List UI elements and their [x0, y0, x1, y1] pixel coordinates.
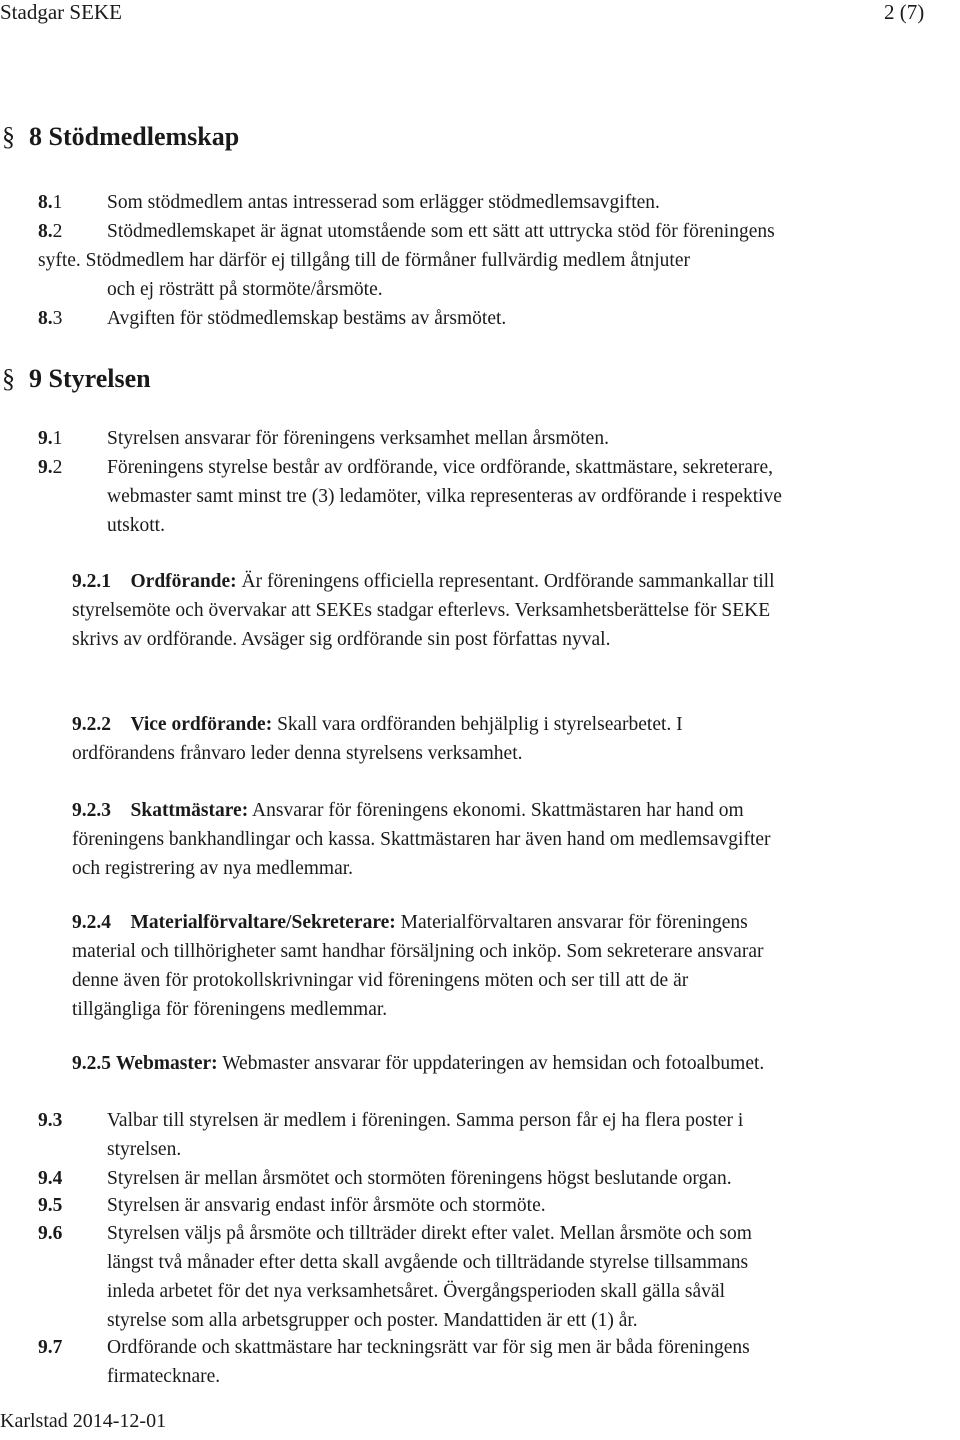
- section-8-heading: [2, 122, 239, 152]
- item-8-3-text: Avgiften för stödmedlemskap bestäms av årsmötet.: [107, 308, 507, 329]
- item-9-4-text: Styrelsen är mellan årsmötet och stormöten föreningens högst beslutande organ.: [107, 1168, 732, 1189]
- item-number: 9.3: [38, 1110, 63, 1131]
- item-number: 9.4: [38, 1168, 63, 1189]
- item-9-2-text: Föreningens styrelse består av ordförande, vice ordförande, skattmästare, sekreterare, webmaster samt minst tre (3) ledamöter, vilka representeras av ordförande i respektive utskott.: [107, 457, 782, 536]
- page-number: 2 (7): [884, 0, 925, 24]
- role-ordforande: 9.2.1 Ordförande: Är föreningens officiella representant. Ordförande sammankallar till styrelsemöte och övervakar att SEKEs stadgar efterlevs. Verksamhetsberättelse för SEKE skrivs av ordförande. Avsäger sig ordförande sin post författas nyval.: [72, 571, 775, 650]
- item-number: 9.2: [38, 457, 63, 478]
- item-9-5-text: Styrelsen är ansvarig endast inför årsmöte och stormöte.: [107, 1195, 546, 1216]
- item-number: 8.3: [38, 308, 63, 329]
- header-title: Stadgar SEKE: [0, 0, 122, 24]
- section-9-title: 9 Styrelsen: [29, 364, 151, 393]
- role-skattmastare: 9.2.3 Skattmästare: Ansvarar för föreningens ekonomi. Skattmästaren har hand om föreningens bankhandlingar och kassa. Skattmästaren har även hand om medlemsavgifter och registrering av nya medlemmar.: [72, 800, 771, 879]
- section-9-heading: [2, 364, 151, 394]
- role-vice-ordforande: 9.2.2 Vice ordförande: Skall vara ordföranden behjälplig i styrelsearbetet. I ordförandens frånvaro leder denna styrelsens verksamhet.: [72, 714, 683, 764]
- item-9-7-text: Ordförande och skattmästare har teckningsrätt var för sig men är båda föreningens firmatecknare.: [107, 1337, 750, 1387]
- item-8-1-text: Som stödmedlem antas intresserad som erlägger stödmedlemsavgiften.: [107, 192, 660, 213]
- item-number: 9.5: [38, 1195, 63, 1216]
- item-number: 9.1: [38, 428, 63, 449]
- item-9-3-text: Valbar till styrelsen är medlem i föreningen. Samma person får ej ha flera poster i styrelsen.: [107, 1110, 744, 1160]
- item-number: 8.2: [38, 221, 63, 242]
- item-9-1-text: Styrelsen ansvarar för föreningens verksamhet mellan årsmöten.: [107, 428, 609, 449]
- section-mark: §: [2, 122, 15, 151]
- item-number: 8.1: [38, 192, 63, 213]
- role-materialforvaltare: 9.2.4 Materialförvaltare/Sekreterare: Materialförvaltaren ansvarar för föreningens material och tillhörigheter samt handhar försäljning och inköp. Som sekreterare ansvarar denne även för protokollskrivningar vid föreningens möten och ser till att de är tillgängliga för föreningens medlemmar.: [72, 912, 764, 1020]
- item-number: 9.6: [38, 1223, 63, 1244]
- item-number: 9.7: [38, 1337, 63, 1358]
- footer-place-date: Karlstad 2014-12-01: [0, 1410, 167, 1432]
- role-webmaster: 9.2.5 Webmaster: Webmaster ansvarar för uppdateringen av hemsidan och fotoalbumet.: [72, 1053, 765, 1074]
- section-8-title: 8 Stödmedlemskap: [29, 122, 240, 151]
- item-8-2-text: Stödmedlemskapet är ägnat utomstående som ett sätt att uttrycka stöd för föreningens syfte. Stödmedlem har därför ej tillgång till de förmåner fullvärdig medlem åtnjuter och ej rösträtt på stormöte/årsmöte.: [38, 221, 775, 300]
- item-9-6-text: Styrelsen väljs på årsmöte och tillträder direkt efter valet. Mellan årsmöte och som längst två månader efter detta skall avgående och tillträdande styrelse tillsammans inleda arbetet för det nya verksamhetsåret. Övergångsperioden skall gälla såväl styrelse som alla arbetsgrupper och poster. Mandattiden är ett (1) år.: [107, 1223, 752, 1331]
- section-mark: §: [2, 364, 15, 393]
